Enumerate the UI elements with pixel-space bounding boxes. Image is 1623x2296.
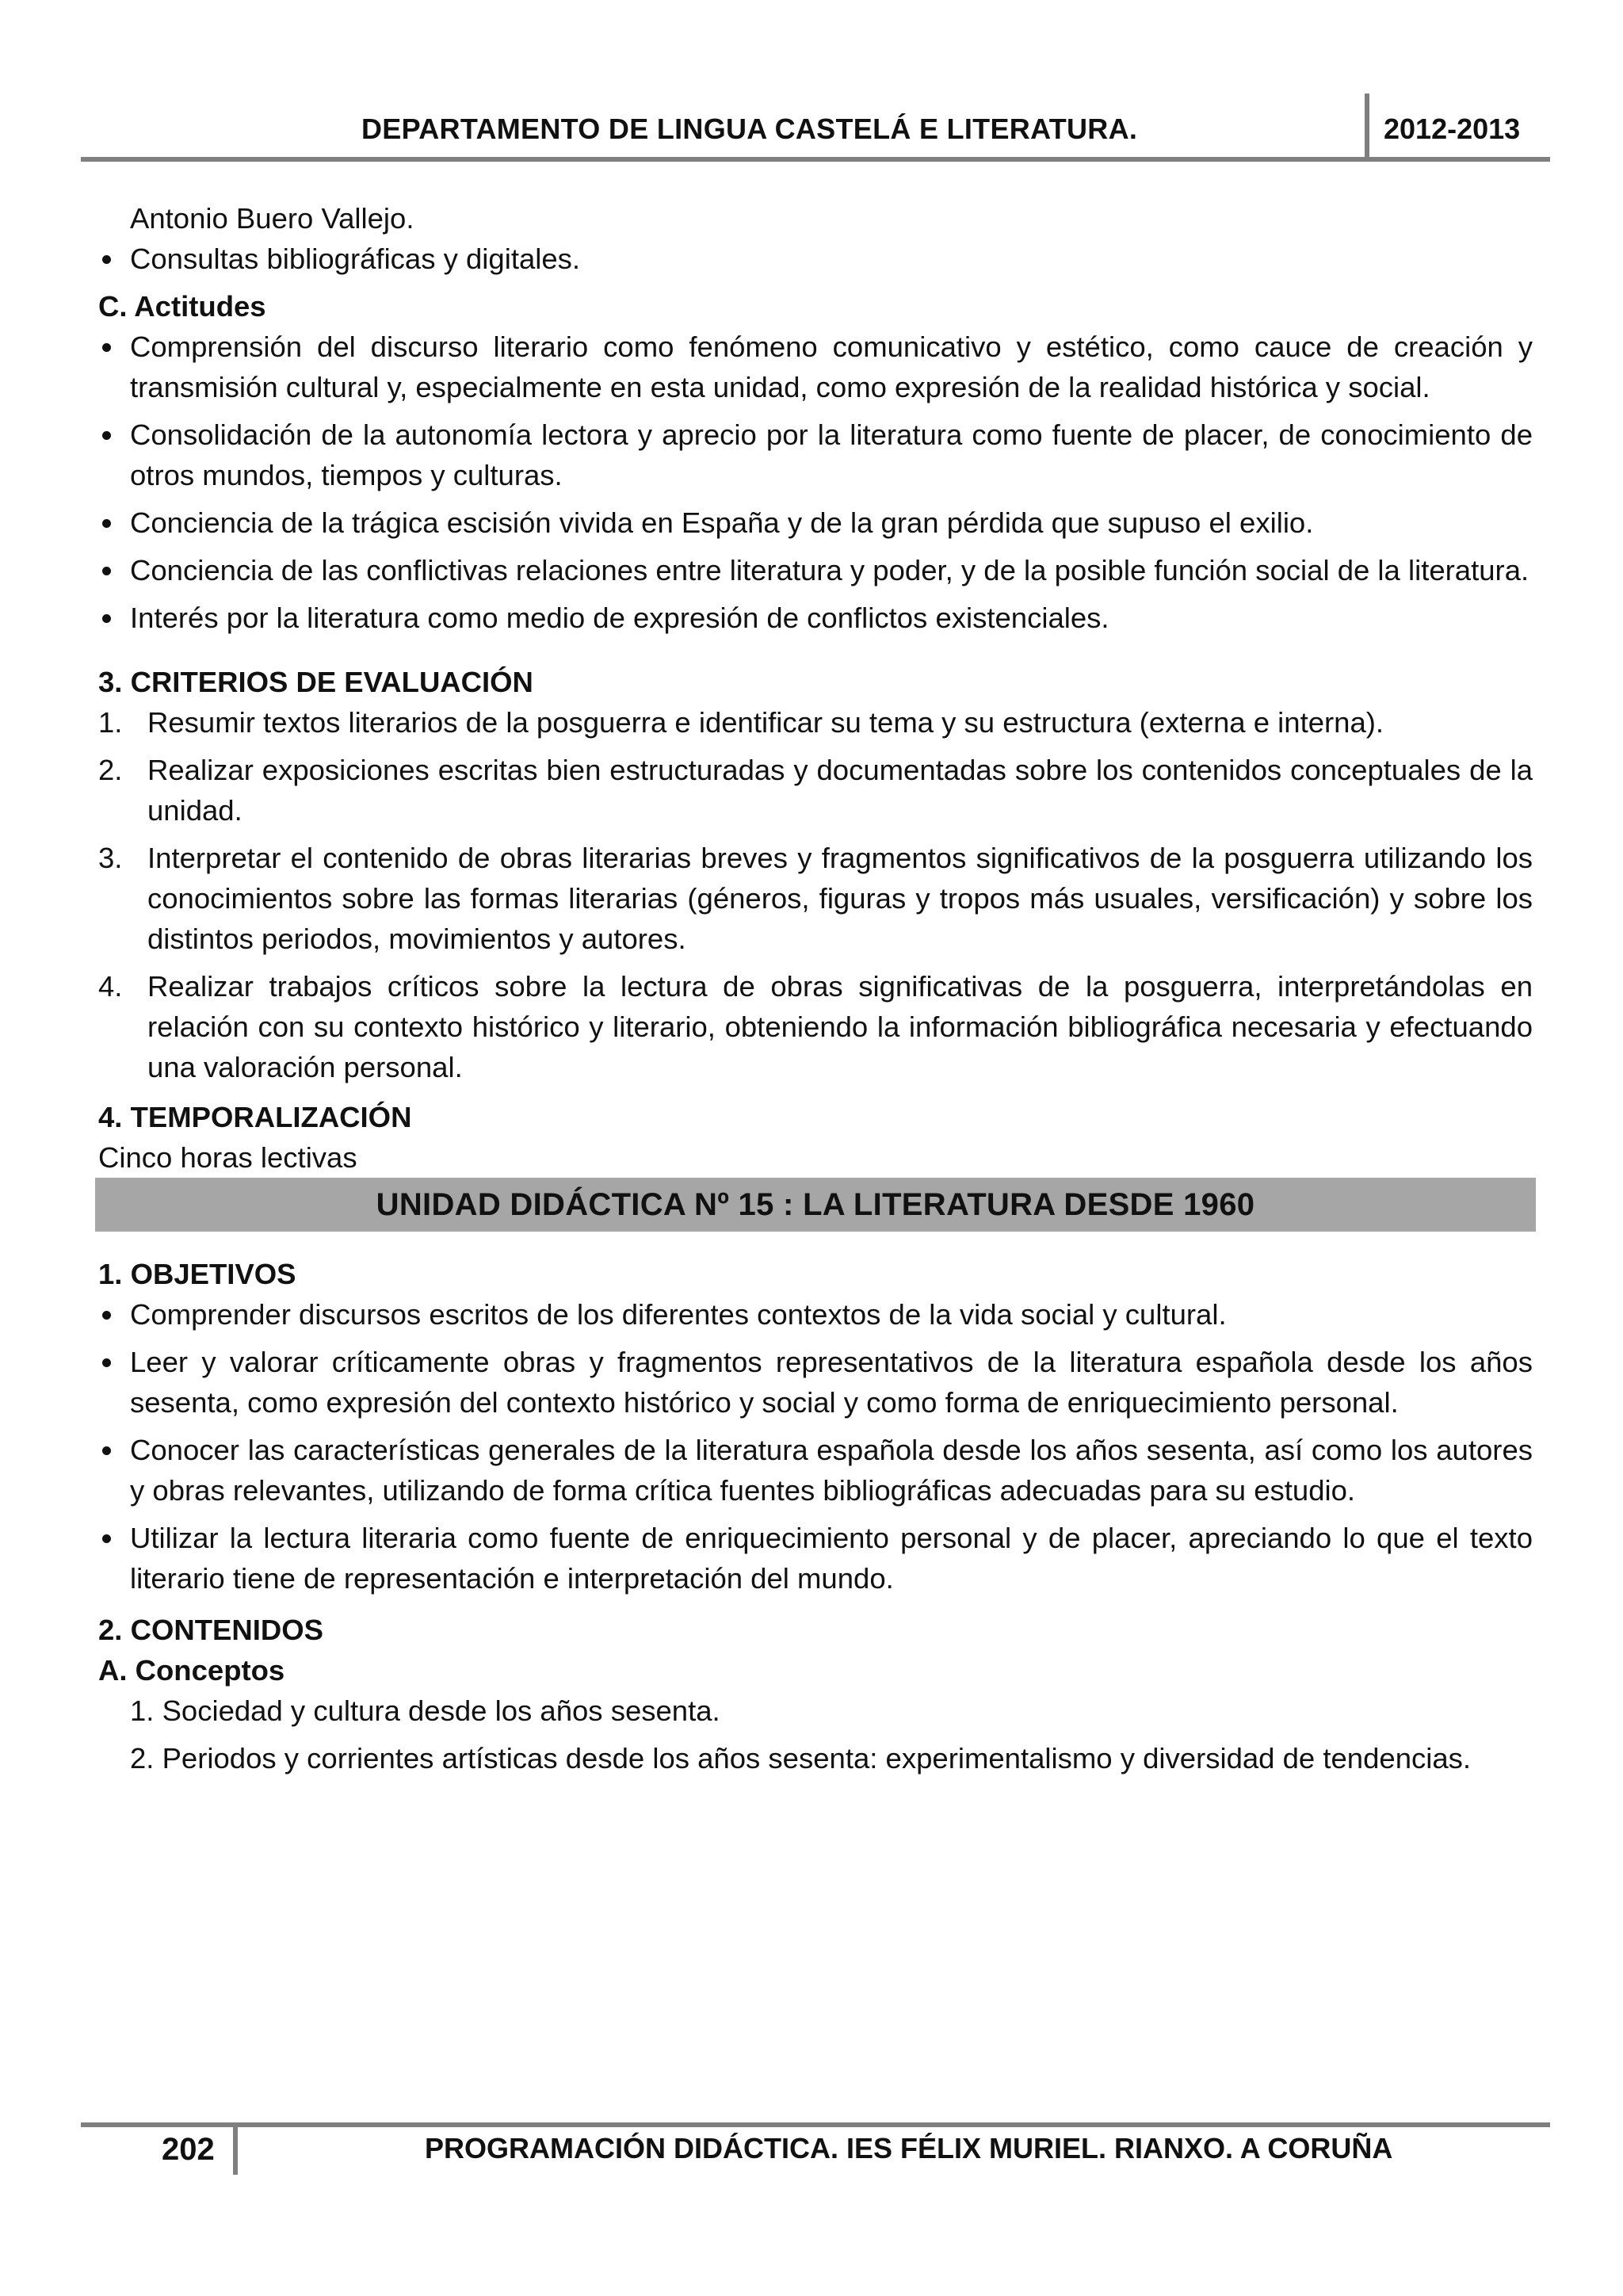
section-heading-criterios: 3. CRITERIOS DE EVALUACIÓN (98, 666, 533, 698)
list-text: Interpretar el contenido de obras literarias breves y fragmentos significativos de la posguerra utilizando los conocimientos sobre las formas literarias (géneros, figuras y tropos más usuales, versificación) y sobre los distintos periodos, movimientos y autores. (147, 842, 1533, 955)
header-rule (81, 157, 1550, 162)
footer-rule (81, 2122, 1550, 2127)
list-item (98, 966, 1533, 1087)
list-item (98, 750, 1533, 831)
section-heading-conceptos: A. Conceptos (98, 1654, 285, 1687)
list-item: Interés por la literatura como medio de expresión de conflictos existenciales. (98, 598, 1533, 638)
list-text: Realizar exposiciones escritas bien estructuradas y documentadas sobre los contenidos conceptuales de la unidad. (147, 754, 1533, 827)
conceptos-list (98, 1690, 1533, 1778)
header-year: 2012-2013 (1384, 113, 1521, 145)
list-item: Conocer las características generales de la literatura española desde los años sesenta, así como los autores y obras relevantes, utilizando de forma crítica fuentes bibliográficas adecuadas para su estudio. (98, 1430, 1533, 1511)
section-heading-actitudes: C. Actitudes (98, 290, 266, 323)
list-item: Consolidación de la autonomía lectora y aprecio por la literatura como fuente de placer, de conocimiento de otros mundos, tiempos y culturas. (98, 415, 1533, 495)
list-item: Comprender discursos escritos de los diferentes contextos de la vida social y cultural. (98, 1294, 1533, 1335)
list-item: Comprensión del discurso literario como fenómeno comunicativo y estético, como cauce de creación y transmisión cultural y, especialmente en esta unidad, como expresión de la realidad histórica y social. (98, 327, 1533, 407)
list-item: 2. Periodos y corrientes artísticas desde los años sesenta: experimentalismo y diversidad de tendencias. (130, 1742, 1472, 1775)
list-text: Realizar trabajos críticos sobre la lectura de obras significativas de la posguerra, interpretándolas en relación con su contexto histórico y literario, obteniendo la información bibliográfica necesaria y efectuando una valoración personal. (147, 970, 1533, 1083)
list-item: 1. Sociedad y cultura desde los años sesenta. (130, 1694, 720, 1727)
list-number: 4. (98, 970, 123, 1003)
page-number: 202 (162, 2132, 215, 2167)
list-item (98, 702, 1533, 743)
page-body (98, 198, 1533, 1786)
continuation-line: Antonio Buero Vallejo. (130, 202, 414, 235)
list-text: Resumir textos literarios de la posguerra e identificar su tema y su estructura (externa e interna). (147, 706, 1384, 739)
actitudes-list (98, 327, 1533, 638)
list-item: Utilizar la lectura literaria como fuente de enriquecimiento personal y de placer, apreciando lo que el texto literario tiene de representación e interpretación del mundo. (98, 1518, 1533, 1599)
temporalizacion-text: Cinco horas lectivas (98, 1141, 357, 1174)
list-item: Leer y valorar críticamente obras y fragmentos representativos de la literatura española desde los años sesenta, como expresión del contexto histórico y social y como forma de enriquecimiento personal. (98, 1342, 1533, 1423)
list-item: Conciencia de la trágica escisión vivida en España y de la gran pérdida que supuso el exilio. (98, 502, 1533, 543)
continuation-list (98, 239, 1533, 279)
header-title: DEPARTAMENTO DE LINGUA CASTELÁ E LITERATURA. (361, 113, 1138, 145)
criterios-list (98, 702, 1533, 1087)
objetivos-list (98, 1294, 1533, 1599)
list-number: 3. (98, 842, 123, 874)
list-number: 1. (98, 706, 123, 739)
list-item: Consultas bibliográficas y digitales. (98, 239, 1533, 279)
list-item: Conciencia de las conflictivas relaciones entre literatura y poder, y de la posible función social de la literatura. (98, 550, 1533, 590)
section-heading-contenidos: 2. CONTENIDOS (98, 1614, 323, 1646)
list-number: 2. (98, 754, 123, 786)
unit-title-banner: UNIDAD DIDÁCTICA Nº 15 : LA LITERATURA DESDE 1960 (95, 1178, 1536, 1232)
footer-divider-vertical (233, 2126, 238, 2175)
section-heading-objetivos: 1. OBJETIVOS (98, 1258, 296, 1290)
list-item (98, 838, 1533, 959)
footer-text: PROGRAMACIÓN DIDÁCTICA. IES FÉLIX MURIEL. RIANXO. A CORUÑA (425, 2132, 1393, 2164)
header-divider-vertical (1365, 94, 1369, 160)
section-heading-temporalizacion: 4. TEMPORALIZACIÓN (98, 1101, 412, 1133)
